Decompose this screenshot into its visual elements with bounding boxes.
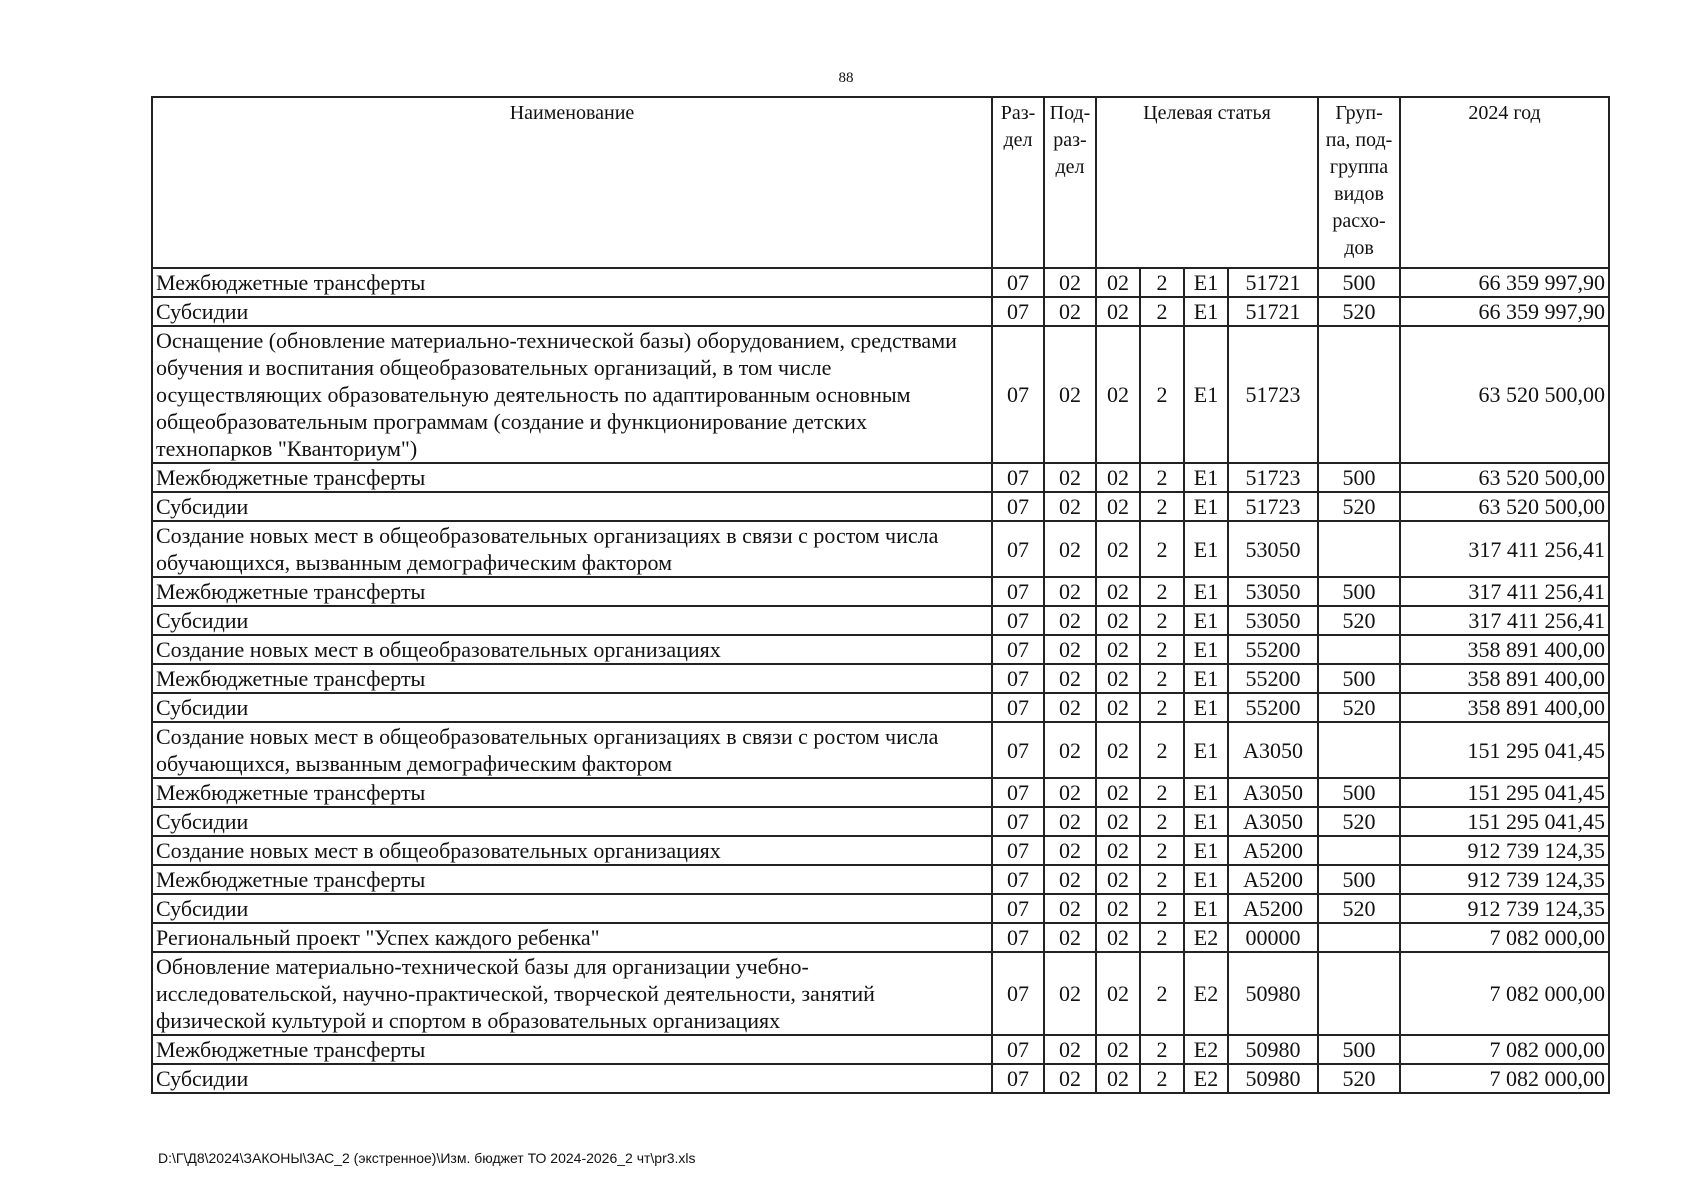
cell-podrazdel: 02 [1044,606,1096,635]
cell-target-project: E2 [1184,1064,1228,1093]
header-year: 2024 год [1400,97,1609,268]
table-row [152,521,1609,577]
cell-podrazdel: 02 [1044,635,1096,664]
cell-razdel: 07 [992,722,1044,778]
cell-name: Создание новых мест в общеобразовательных организациях в связи с ростом числа обучающихся, вызванным демографическим фактором [152,722,992,778]
cell-expense-group [1318,836,1400,865]
cell-expense-group: 500 [1318,664,1400,693]
cell-name: Межбюджетные трансферты [152,463,992,492]
cell-name: Межбюджетные трансферты [152,865,992,894]
cell-target-program: 02 [1096,297,1140,326]
cell-podrazdel: 02 [1044,268,1096,297]
footer-file-path: D:\Г\Д8\2024\ЗАКОНЫ\ЗАС_2 (экстренное)\Изм. бюджет ТО 2024-2026_2 чт\pr3.xls [158,1150,696,1166]
cell-razdel: 07 [992,606,1044,635]
cell-target-program: 02 [1096,952,1140,1035]
cell-expense-group [1318,722,1400,778]
cell-target-program: 02 [1096,521,1140,577]
table-row [152,463,1609,492]
cell-name: Региональный проект "Успех каждого ребенка" [152,923,992,952]
cell-target-code: 50980 [1228,952,1318,1035]
cell-podrazdel: 02 [1044,778,1096,807]
cell-target-subprogram: 2 [1140,865,1184,894]
cell-podrazdel: 02 [1044,923,1096,952]
cell-amount: 151 295 041,45 [1400,807,1609,836]
page-number: 88 [838,70,854,86]
table-body [152,268,1609,1093]
cell-target-project: E1 [1184,836,1228,865]
cell-target-code: A3050 [1228,722,1318,778]
cell-amount: 7 082 000,00 [1400,923,1609,952]
cell-target-program: 02 [1096,894,1140,923]
cell-razdel: 07 [992,492,1044,521]
cell-target-program: 02 [1096,606,1140,635]
cell-expense-group: 520 [1318,492,1400,521]
cell-target-project: E1 [1184,463,1228,492]
cell-target-subprogram: 2 [1140,807,1184,836]
cell-target-project: E2 [1184,952,1228,1035]
cell-target-project: E1 [1184,635,1228,664]
cell-podrazdel: 02 [1044,693,1096,722]
cell-target-code: 53050 [1228,521,1318,577]
cell-target-code: 53050 [1228,577,1318,606]
cell-target-program: 02 [1096,492,1140,521]
cell-target-code: A5200 [1228,865,1318,894]
cell-target-project: E1 [1184,268,1228,297]
cell-target-code: 51723 [1228,492,1318,521]
table-row [152,635,1609,664]
table-row [152,492,1609,521]
table-row [152,923,1609,952]
cell-target-code: 53050 [1228,606,1318,635]
cell-podrazdel: 02 [1044,865,1096,894]
cell-razdel: 07 [992,521,1044,577]
table-row [152,664,1609,693]
cell-amount: 317 411 256,41 [1400,606,1609,635]
cell-expense-group [1318,521,1400,577]
cell-amount: 63 520 500,00 [1400,326,1609,463]
cell-target-subprogram: 2 [1140,693,1184,722]
cell-name: Межбюджетные трансферты [152,577,992,606]
cell-expense-group: 520 [1318,297,1400,326]
cell-target-subprogram: 2 [1140,297,1184,326]
cell-target-subprogram: 2 [1140,268,1184,297]
table-row [152,606,1609,635]
cell-expense-group [1318,326,1400,463]
cell-razdel: 07 [992,326,1044,463]
cell-name: Межбюджетные трансферты [152,664,992,693]
cell-target-code: 55200 [1228,693,1318,722]
cell-name: Создание новых мест в общеобразовательных организациях [152,836,992,865]
table-row [152,268,1609,297]
cell-podrazdel: 02 [1044,577,1096,606]
cell-amount: 63 520 500,00 [1400,463,1609,492]
cell-target-subprogram: 2 [1140,778,1184,807]
cell-expense-group [1318,635,1400,664]
cell-target-code: A3050 [1228,778,1318,807]
table-row [152,722,1609,778]
cell-target-subprogram: 2 [1140,664,1184,693]
cell-expense-group [1318,952,1400,1035]
cell-target-program: 02 [1096,268,1140,297]
cell-podrazdel: 02 [1044,664,1096,693]
cell-target-code: 55200 [1228,635,1318,664]
cell-expense-group: 500 [1318,577,1400,606]
cell-target-subprogram: 2 [1140,463,1184,492]
cell-podrazdel: 02 [1044,807,1096,836]
table-row [152,326,1609,463]
cell-target-code: 51723 [1228,326,1318,463]
cell-target-project: E1 [1184,577,1228,606]
cell-amount: 358 891 400,00 [1400,693,1609,722]
cell-razdel: 07 [992,778,1044,807]
cell-target-program: 02 [1096,865,1140,894]
cell-razdel: 07 [992,635,1044,664]
header-razdel: Раз- дел [992,97,1044,268]
cell-name: Субсидии [152,606,992,635]
cell-name: Субсидии [152,1064,992,1093]
cell-target-subprogram: 2 [1140,1064,1184,1093]
cell-razdel: 07 [992,807,1044,836]
cell-name: Создание новых мест в общеобразовательных организациях [152,635,992,664]
cell-expense-group: 500 [1318,865,1400,894]
cell-target-program: 02 [1096,722,1140,778]
cell-target-project: E1 [1184,778,1228,807]
cell-target-code: 00000 [1228,923,1318,952]
cell-expense-group: 500 [1318,1035,1400,1064]
cell-target-program: 02 [1096,635,1140,664]
cell-razdel: 07 [992,1035,1044,1064]
cell-amount: 63 520 500,00 [1400,492,1609,521]
cell-target-program: 02 [1096,326,1140,463]
table-row [152,865,1609,894]
cell-target-subprogram: 2 [1140,635,1184,664]
cell-target-program: 02 [1096,463,1140,492]
cell-amount: 912 739 124,35 [1400,894,1609,923]
cell-target-subprogram: 2 [1140,326,1184,463]
cell-target-program: 02 [1096,836,1140,865]
cell-razdel: 07 [992,463,1044,492]
cell-razdel: 07 [992,894,1044,923]
cell-razdel: 07 [992,693,1044,722]
cell-podrazdel: 02 [1044,836,1096,865]
table-row [152,1064,1609,1093]
cell-podrazdel: 02 [1044,492,1096,521]
cell-target-subprogram: 2 [1140,1035,1184,1064]
table-row [152,1035,1609,1064]
cell-name: Субсидии [152,492,992,521]
header-podrazdel: Под- раз- дел [1044,97,1096,268]
cell-podrazdel: 02 [1044,297,1096,326]
cell-target-program: 02 [1096,577,1140,606]
cell-amount: 317 411 256,41 [1400,577,1609,606]
cell-razdel: 07 [992,923,1044,952]
cell-target-project: E1 [1184,492,1228,521]
cell-name: Межбюджетные трансферты [152,268,992,297]
cell-razdel: 07 [992,664,1044,693]
cell-razdel: 07 [992,865,1044,894]
table-row [152,894,1609,923]
cell-target-project: E1 [1184,521,1228,577]
cell-target-code: 51721 [1228,268,1318,297]
cell-target-project: E1 [1184,664,1228,693]
cell-podrazdel: 02 [1044,521,1096,577]
cell-expense-group [1318,923,1400,952]
cell-target-program: 02 [1096,778,1140,807]
cell-target-project: E2 [1184,1035,1228,1064]
cell-name: Субсидии [152,807,992,836]
cell-name: Оснащение (обновление материально-технической базы) оборудованием, средствами обучения и воспитания общеобразовательных организаций, в том числе осуществляющих образовательную деятельность по адаптированным основным общеобразовательным программам (создание и функционирование детских технопарков "Кванториум") [152,326,992,463]
cell-name: Субсидии [152,297,992,326]
cell-target-project: E1 [1184,894,1228,923]
cell-amount: 7 082 000,00 [1400,952,1609,1035]
header-name: Наименование [152,97,992,268]
cell-target-program: 02 [1096,693,1140,722]
cell-expense-group: 520 [1318,894,1400,923]
cell-target-subprogram: 2 [1140,521,1184,577]
cell-amount: 7 082 000,00 [1400,1035,1609,1064]
cell-expense-group: 520 [1318,606,1400,635]
cell-name: Обновление материально-технической базы для организации учебно-исследовательской, научно-практической, творческой деятельности, занятий физической культурой и спортом в образовательных организациях [152,952,992,1035]
cell-podrazdel: 02 [1044,1064,1096,1093]
table-row [152,297,1609,326]
table-row [152,952,1609,1035]
cell-target-subprogram: 2 [1140,577,1184,606]
cell-target-project: E1 [1184,606,1228,635]
cell-target-project: E1 [1184,693,1228,722]
cell-expense-group: 520 [1318,693,1400,722]
cell-podrazdel: 02 [1044,952,1096,1035]
cell-target-project: E1 [1184,297,1228,326]
cell-expense-group: 500 [1318,463,1400,492]
cell-razdel: 07 [992,577,1044,606]
cell-razdel: 07 [992,297,1044,326]
cell-target-project: E1 [1184,722,1228,778]
cell-target-program: 02 [1096,807,1140,836]
cell-target-code: A5200 [1228,894,1318,923]
cell-target-code: A5200 [1228,836,1318,865]
cell-amount: 7 082 000,00 [1400,1064,1609,1093]
cell-expense-group: 520 [1318,1064,1400,1093]
cell-target-program: 02 [1096,1064,1140,1093]
cell-target-code: 50980 [1228,1064,1318,1093]
cell-target-program: 02 [1096,923,1140,952]
cell-amount: 358 891 400,00 [1400,635,1609,664]
cell-target-subprogram: 2 [1140,952,1184,1035]
cell-podrazdel: 02 [1044,326,1096,463]
cell-amount: 151 295 041,45 [1400,778,1609,807]
cell-expense-group: 500 [1318,778,1400,807]
cell-target-subprogram: 2 [1140,836,1184,865]
table-header-row [152,97,1609,268]
table-row [152,836,1609,865]
cell-target-subprogram: 2 [1140,923,1184,952]
cell-target-subprogram: 2 [1140,492,1184,521]
cell-podrazdel: 02 [1044,894,1096,923]
cell-amount: 317 411 256,41 [1400,521,1609,577]
cell-target-code: A3050 [1228,807,1318,836]
cell-amount: 912 739 124,35 [1400,836,1609,865]
cell-target-project: E1 [1184,865,1228,894]
budget-table [151,96,1610,1094]
header-group: Груп- па, под- группа видов расхо- дов [1318,97,1400,268]
cell-target-subprogram: 2 [1140,606,1184,635]
cell-target-project: E2 [1184,923,1228,952]
cell-target-code: 55200 [1228,664,1318,693]
cell-amount: 66 359 997,90 [1400,297,1609,326]
cell-target-program: 02 [1096,1035,1140,1064]
cell-expense-group: 500 [1318,268,1400,297]
cell-target-program: 02 [1096,664,1140,693]
cell-target-code: 50980 [1228,1035,1318,1064]
cell-amount: 912 739 124,35 [1400,865,1609,894]
cell-amount: 66 359 997,90 [1400,268,1609,297]
cell-name: Субсидии [152,894,992,923]
header-target: Целевая статья [1096,97,1318,268]
cell-target-code: 51721 [1228,297,1318,326]
cell-razdel: 07 [992,836,1044,865]
cell-podrazdel: 02 [1044,1035,1096,1064]
table-row [152,577,1609,606]
cell-podrazdel: 02 [1044,463,1096,492]
cell-target-subprogram: 2 [1140,894,1184,923]
cell-amount: 358 891 400,00 [1400,664,1609,693]
cell-razdel: 07 [992,1064,1044,1093]
cell-name: Межбюджетные трансферты [152,1035,992,1064]
cell-target-project: E1 [1184,807,1228,836]
cell-razdel: 07 [992,952,1044,1035]
cell-target-subprogram: 2 [1140,722,1184,778]
cell-expense-group: 520 [1318,807,1400,836]
cell-target-project: E1 [1184,326,1228,463]
cell-name: Субсидии [152,693,992,722]
cell-name: Создание новых мест в общеобразовательных организациях в связи с ростом числа обучающихся, вызванным демографическим фактором [152,521,992,577]
cell-podrazdel: 02 [1044,722,1096,778]
table-row [152,807,1609,836]
cell-razdel: 07 [992,268,1044,297]
table-row [152,778,1609,807]
cell-name: Межбюджетные трансферты [152,778,992,807]
cell-target-code: 51723 [1228,463,1318,492]
cell-amount: 151 295 041,45 [1400,722,1609,778]
table-row [152,693,1609,722]
